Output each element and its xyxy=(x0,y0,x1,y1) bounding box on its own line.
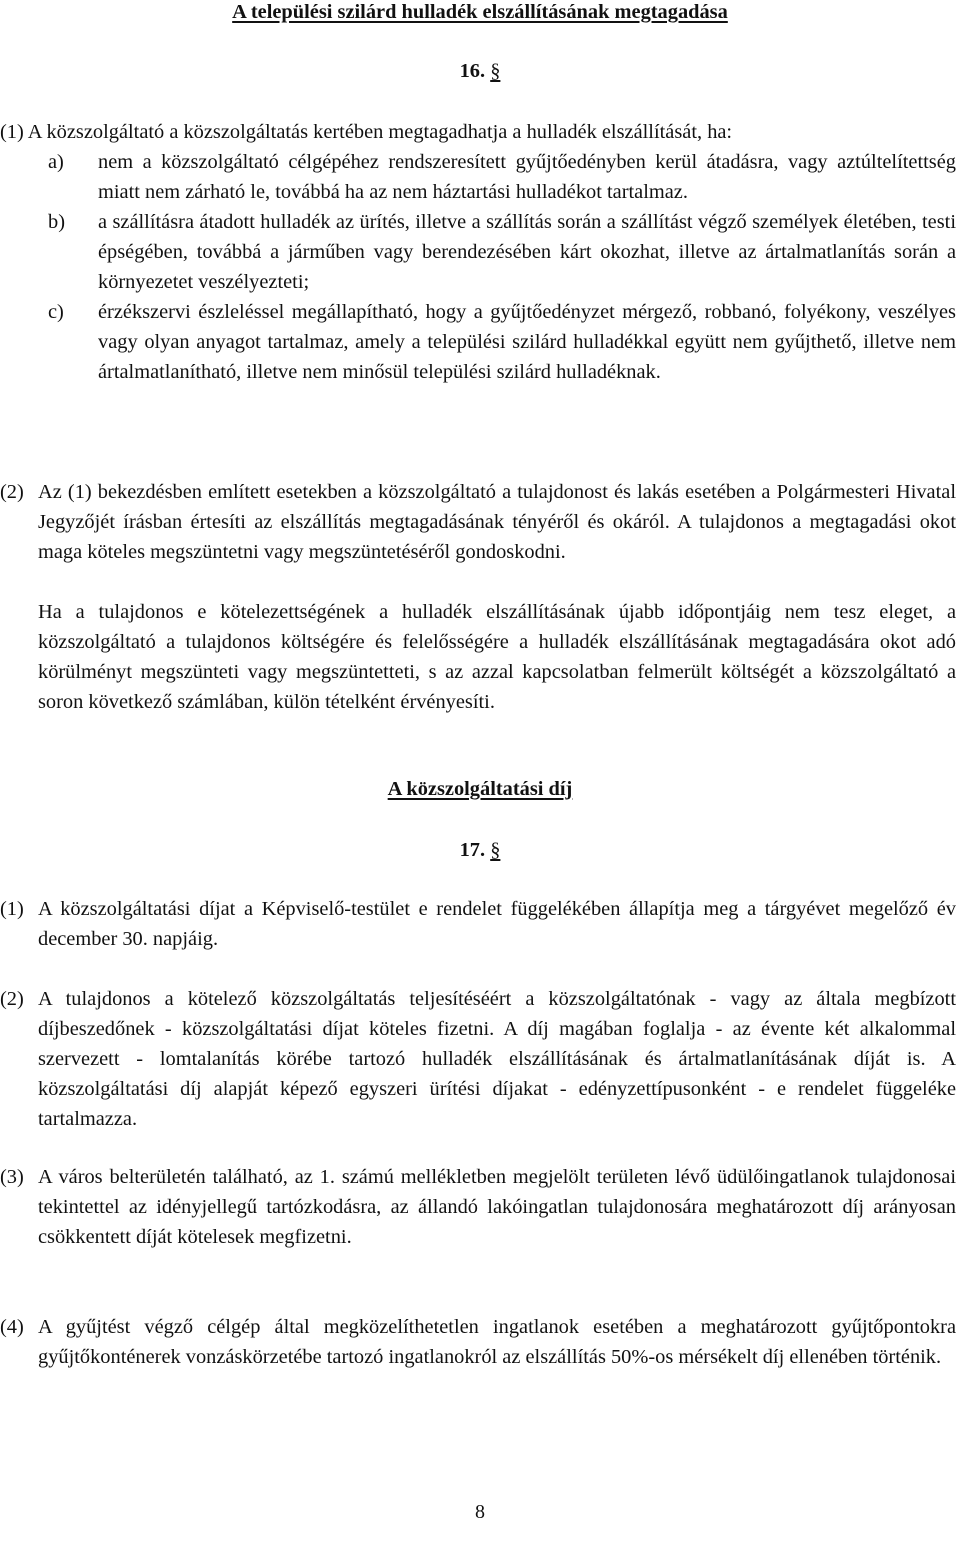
item-label: c) xyxy=(48,301,64,323)
section-title-text: A települési szilárd hulladék elszállításának megtagadása xyxy=(232,1,728,23)
paragraph-text: A tulajdonos a kötelező közszolgáltatás teljesítéséért a közszolgáltatónak - vagy az általa megbízott díjbeszedőnek - közszolgáltatási díjat köteles fizetni. A díj magában foglalja - az évente két alkalommal szervezett - lomtalanítás körébe tartozó hulladék elszállításának és ártalmatlanításának díját is. A közszolgáltatási díj alapját képező egyszeri ürítési díjakat - edényzettípusonként - e rendelet függeléke tartalmazza. xyxy=(38,988,956,1130)
item-label: b) xyxy=(48,211,65,233)
paragraph-text: A város belterületén található, az 1. számú mellékletben megjelölt területen lévő üdülőingatlanok tulajdonosai tekintettel az idényjellegű tartózkodásra, az állandó lakóingatlan tulajdonosára meghatározott díj arányosan csökkentett díját kötelesek megfizetni. xyxy=(38,1166,956,1248)
paragraph-label: (4) xyxy=(0,1316,24,1338)
section-title xyxy=(0,0,960,27)
item-text: érzékszervi észleléssel megállapítható, hogy a gyűjtőedényzet mérgező, robbanó, folyékony, veszélyes vagy olyan anyagot tartalmaz, amely a települési szilárd hulladékkal együtt nem gyűjthető, illetve nem ártalmatlanítható, illetve nem minősül települési szilárd hulladéknak. xyxy=(98,301,956,383)
paragraph-text: Az (1) bekezdésben említett esetekben a közszolgáltató a tulajdonost és lakás esetében a Polgármesteri Hivatal Jegyzőjét írásban értesíti az elszállítás megtagadásának tényéről és okáról. A tulajdonos a megtagadási okot maga köteles megszüntetni vagy megszüntetéséről gondoskodni. xyxy=(38,481,956,563)
paragraph-symbol: § xyxy=(490,60,501,82)
item-list xyxy=(48,147,956,387)
list-item xyxy=(48,147,956,207)
section-number xyxy=(0,835,960,865)
paragraph-label: (2) xyxy=(0,481,24,503)
paragraph xyxy=(0,1162,956,1252)
paragraph-label: (3) xyxy=(0,1166,24,1188)
item-text: nem a közszolgáltató célgépéhez rendszeresített gyűjtőedényben kerül átadásra, vagy aztúltelítettség miatt nem zárható le, továbbá ha az nem háztartási hulladékot tartalmaz. xyxy=(98,151,956,203)
paragraph-text: A közszolgáltatási díjat a Képviselő-testület e rendelet függelékében állapítja meg a tárgyévet megelőző év december 30. napjáig. xyxy=(38,898,956,950)
section-number xyxy=(0,56,960,86)
page-number: 8 xyxy=(475,1501,485,1523)
item-text: a szállításra átadott hulladék az ürítés, illetve a szállítás során a szállítást végző személyek életében, testi épségében, továbbá a járműben vagy berendezésében kárt okozhat, illetve az ártalmatlanítás során a környezetet veszélyezteti; xyxy=(98,211,956,293)
paragraph-1 xyxy=(0,117,918,147)
paragraph-text: A közszolgáltató a közszolgáltatás kertében megtagadhatja a hulladék elszállítását, ha: xyxy=(27,121,733,143)
item-label: a) xyxy=(48,151,64,173)
section-number-text: 17. xyxy=(459,839,486,861)
paragraph-text: A gyűjtést végző célgép által megközelíthetetlen ingatlanok esetében a meghatározott gyűjtőpontokra gyűjtőkonténerek vonzáskörzetébe tartozó ingatlanokról az elszállítás 50%-os mérsékelt díj ellenében történik. xyxy=(38,1316,956,1368)
paragraph-2 xyxy=(0,477,956,567)
paragraph xyxy=(0,984,956,1134)
section-title xyxy=(0,774,960,804)
paragraph xyxy=(0,1312,956,1372)
paragraph-label: (1) xyxy=(0,898,24,920)
paragraph-text: Ha a tulajdonos e kötelezettségének a hulladék elszállításának újabb időpontjáig nem tesz eleget, a közszolgáltató a tulajdonos költségére és felelősségére a hulladék elszállításának megtagadására okot adó körülményt megszünteti vagy megszüntetteti, s az azzal kapcsolatban felmerült költségét a közszolgáltató a soron következő számlában, külön tételként érvényesíti. xyxy=(38,601,956,713)
paragraph-label: (1) xyxy=(0,121,24,143)
list-item xyxy=(48,207,956,297)
paragraph xyxy=(0,894,956,954)
section-number-text: 16. xyxy=(459,60,486,82)
list-item xyxy=(48,297,956,387)
paragraph-2-continued xyxy=(38,597,956,717)
section-title-text: A közszolgáltatási díj xyxy=(387,778,573,800)
paragraph-label: (2) xyxy=(0,988,24,1010)
paragraph-symbol: § xyxy=(490,839,501,861)
